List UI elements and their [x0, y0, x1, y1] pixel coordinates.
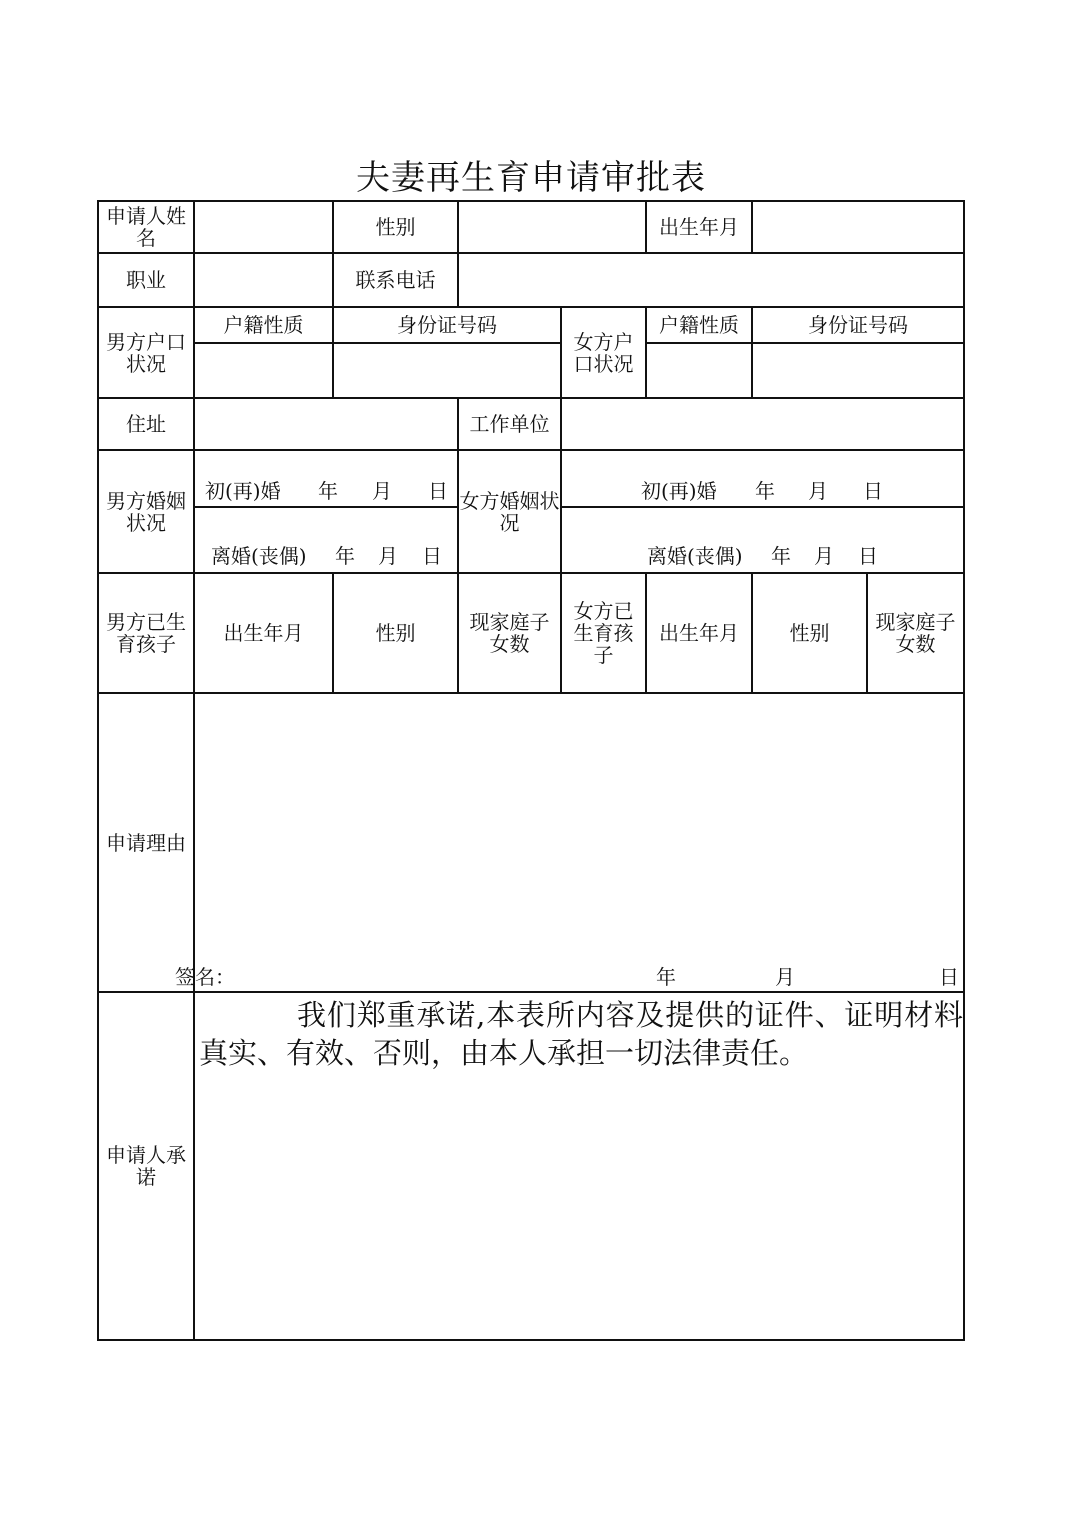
reason-label: 申请理由	[106, 830, 186, 855]
husband-hukou-label: 男方户口状况	[106, 329, 186, 376]
workplace-field[interactable]	[562, 399, 963, 449]
day-label: 日	[863, 479, 883, 503]
month-label: 月	[814, 544, 834, 568]
occupation-label: 职业	[126, 268, 166, 292]
first-marriage-label: 初(再)婚	[641, 479, 717, 503]
form-title: 夫妻再生育申请审批表	[356, 158, 706, 198]
husband-child-gender-label: 性别	[375, 621, 416, 645]
year-label: 年	[656, 965, 676, 989]
wife-child-birth-label: 出生年月	[659, 621, 739, 645]
workplace-label: 工作单位	[469, 412, 550, 436]
divorce-label: 离婚(丧偶)	[647, 544, 743, 568]
husband-id-number-label: 身份证号码	[397, 313, 497, 337]
wife-id-number-field[interactable]	[753, 344, 963, 397]
wife-hukou-type-label: 户籍性质	[659, 313, 739, 337]
first-marriage-label: 初(再)婚	[205, 479, 281, 503]
table-line	[97, 991, 965, 993]
month-label: 月	[775, 965, 795, 989]
year-label: 年	[335, 544, 355, 568]
divorce-label: 离婚(丧偶)	[211, 544, 307, 568]
husband-hukou-type-field[interactable]	[195, 344, 332, 397]
husband-child-birth-label: 出生年月	[223, 621, 304, 645]
occupation-field[interactable]	[195, 254, 332, 306]
birth-month-label: 出生年月	[659, 215, 739, 239]
day-label: 日	[428, 479, 448, 503]
applicant-name-label: 申请人姓名	[106, 204, 186, 250]
birth-month-field[interactable]	[753, 202, 963, 252]
wife-child-gender-label: 性别	[789, 621, 830, 645]
wife-children-label: 女方已生育孩子	[573, 599, 634, 667]
table-line	[97, 1339, 965, 1341]
day-label: 日	[422, 544, 442, 568]
table-line	[193, 506, 458, 508]
wife-current-children-label: 现家庭子女数	[875, 610, 956, 656]
phone-label: 联系电话	[355, 268, 436, 292]
month-label: 月	[808, 479, 828, 503]
pledge-label: 申请人承诺	[106, 1143, 186, 1189]
year-label: 年	[755, 479, 775, 503]
gender-label: 性别	[375, 215, 416, 239]
husband-current-children-label: 现家庭子女数	[469, 610, 550, 656]
year-label: 年	[771, 544, 791, 568]
wife-marriage-label: 女方婚姻状况	[459, 488, 560, 535]
address-field[interactable]	[195, 399, 457, 449]
husband-children-label: 男方已生育孩子	[106, 610, 186, 656]
reason-field[interactable]	[195, 694, 963, 959]
wife-hukou-label: 女方户口状况	[573, 329, 634, 376]
table-line	[560, 449, 562, 574]
applicant-name-field[interactable]	[195, 202, 332, 252]
table-line	[963, 200, 965, 1341]
phone-field[interactable]	[459, 254, 963, 306]
pledge-text: 我们郑重承诺,本表所内容及提供的证件、证明材料真实、有效、否则，由本人承担一切法律责任。	[199, 998, 963, 1070]
husband-marriage-label: 男方婚姻状况	[106, 488, 186, 535]
wife-id-number-label: 身份证号码	[808, 313, 908, 337]
husband-hukou-type-label: 户籍性质	[223, 313, 304, 337]
gender-field[interactable]	[459, 202, 645, 252]
wife-hukou-type-field[interactable]	[647, 344, 751, 397]
day-label: 日	[939, 965, 959, 989]
table-line	[561, 506, 965, 508]
husband-id-number-field[interactable]	[334, 344, 560, 397]
day-label: 日	[858, 544, 878, 568]
month-label: 月	[372, 479, 392, 503]
month-label: 月	[378, 544, 398, 568]
address-label: 住址	[126, 412, 166, 436]
signature-line	[175, 960, 963, 990]
year-label: 年	[318, 479, 338, 503]
signature-label: 签名：	[175, 965, 235, 989]
